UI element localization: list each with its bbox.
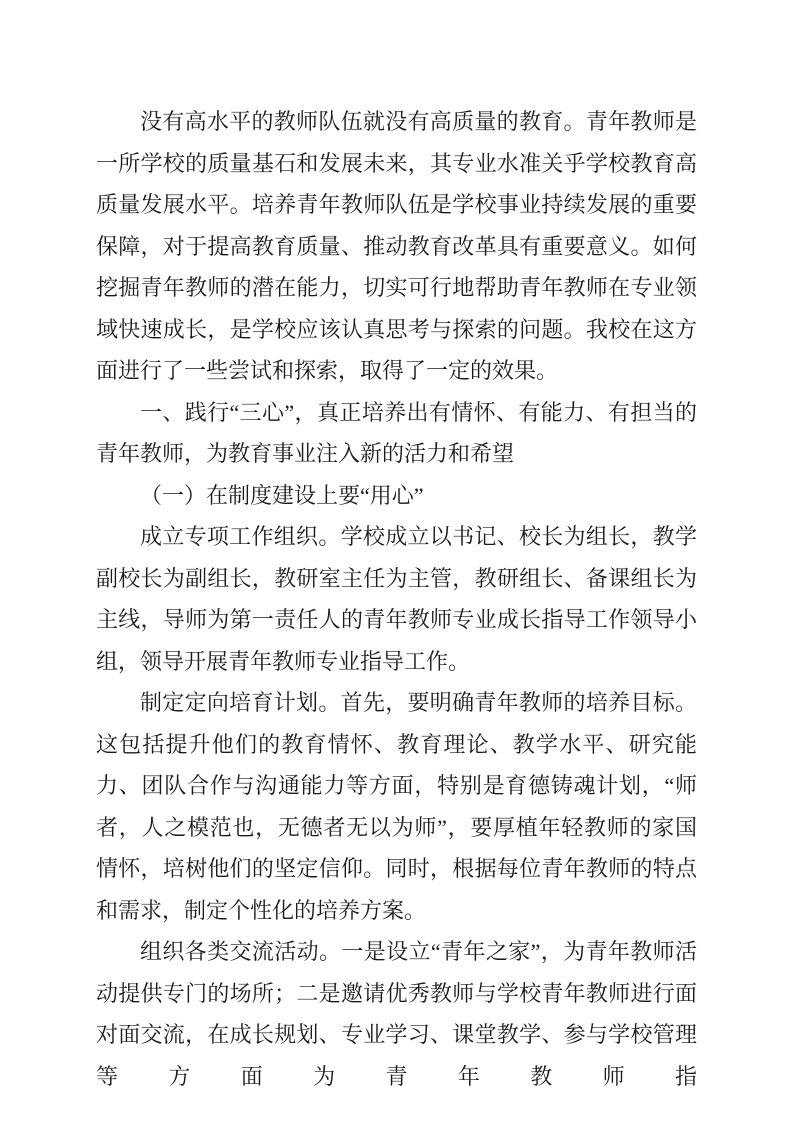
paragraph-heading-2: （一）在制度建设上要“用心” (140, 482, 424, 508)
paragraph-body: 没有高水平的教师队伍就没有高质量的教育。青年教师是一所学校的质量基石和发展未来，其专业水准关乎学校教育高质量发展水平。培养青年教师队伍是学校事业持续发展的重要保障，对于提高教育质量、推动教育改革具有重要意义。如何挖掘青年教师的潜在能力，切实可行地帮助青年教师在专业领域快速成长，是学校应该认真思考与探索的问题。我校在这方面进行了一些尝试和探索，取得了一定的效果。 (96, 109, 697, 383)
paragraph-body-cut: 组织各类交流活动。一是设立“青年之家”，为青年教师活动提供专门的场所；二是邀请优秀教师与学校青年教师进行面对面交流，在成长规划、专业学习、课堂教学、参与学校管理等方面为青年教师指 (96, 939, 697, 1089)
paragraph-list (96, 101, 697, 1097)
paragraph-heading-1: 一、践行“三心”，真正培养出有情怀、有能力、有担当的青年教师，为教育事业注入新的活力和希望 (96, 399, 697, 466)
paragraph-body: 成立专项工作组织。学校成立以书记、校长为组长，教学副校长为副组长，教研室主任为主管，教研组长、备课组长为主线，导师为第一责任人的青年教师专业成长指导工作领导小组，领导开展青年教师专业指导工作。 (96, 524, 697, 674)
paragraph-body: 制定定向培育计划。首先，要明确青年教师的培养目标。这包括提升他们的教育情怀、教育理论、教学水平、研究能力、团队合作与沟通能力等方面，特别是育德铸魂计划，“师者，人之模范也，无德者无以为师”，要厚植年轻教师的家国情怀，培树他们的坚定信仰。同时，根据每位青年教师的特点和需求，制定个性化的培养方案。 (96, 690, 697, 923)
